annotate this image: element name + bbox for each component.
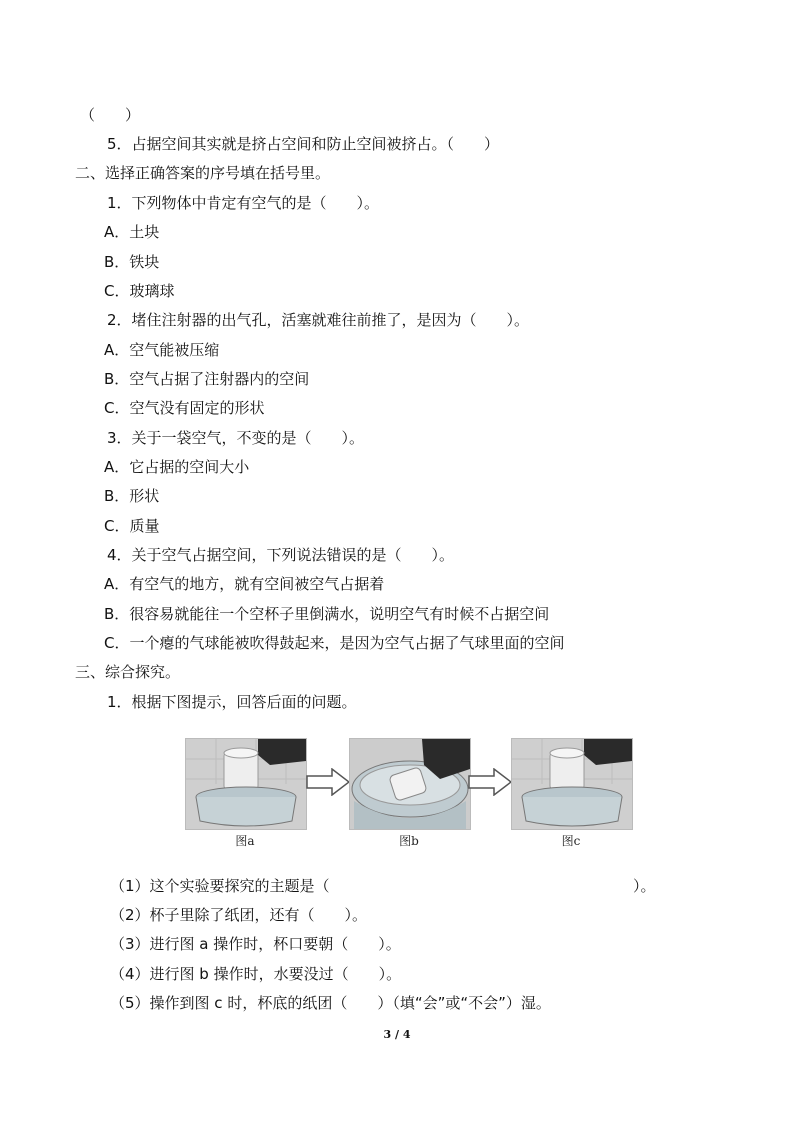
mc-question-2: 2．堵住注射器的出气孔，活塞就难往前推了，是因为（ ）。 — [107, 311, 530, 329]
mc-q2-option-b: B．空气占据了注射器内的空间 — [104, 370, 310, 388]
mc-q1-option-b: B．铁块 — [104, 253, 160, 271]
exploration-question-1: 1．根据下图提示，回答后面的问题。 — [107, 693, 357, 711]
experiment-figure-row — [185, 738, 635, 853]
figure-c-photo — [511, 738, 633, 830]
sub-question-1: （1）这个实验要探究的主题是（ — [110, 877, 330, 895]
figure-a-photo — [185, 738, 307, 830]
mc-question-4: 4．关于空气占据空间，下列说法错误的是（ ）。 — [107, 546, 455, 564]
figure-b-photo — [349, 738, 471, 830]
sub-question-4: （4）进行图 b 操作时，水要没过（ ）。 — [110, 965, 402, 983]
right-arrow-icon — [306, 768, 350, 796]
mc-question-1: 1．下列物体中肯定有空气的是（ ）。 — [107, 194, 380, 212]
mc-q4-option-b: B．很容易就能往一个空杯子里倒满水，说明空气有时候不占据空间 — [104, 605, 550, 623]
answer-bracket-line: （ ） — [80, 106, 141, 124]
mc-question-3: 3．关于一袋空气，不变的是（ ）。 — [107, 429, 365, 447]
figure-a-caption: 图a — [235, 834, 255, 848]
mc-q3-option-b: B．形状 — [104, 487, 160, 505]
figure-b-caption: 图b — [399, 834, 419, 848]
sub-question-1-close: ）。 — [633, 877, 656, 895]
mc-q4-option-a: A．有空气的地方，就有空间被空气占据着 — [104, 575, 385, 593]
sub-question-2: （2）杯子里除了纸团，还有（ ）。 — [110, 906, 368, 924]
figure-c-caption: 图c — [561, 834, 581, 848]
mc-q1-option-c: C．玻璃球 — [104, 282, 175, 300]
mc-q4-option-c: C．一个瘪的气球能被吹得鼓起来，是因为空气占据了气球里面的空间 — [104, 634, 565, 652]
section-3-heading: 三、综合探究。 — [75, 663, 181, 681]
mc-q3-option-a: A．它占据的空间大小 — [104, 458, 250, 476]
right-arrow-icon — [468, 768, 512, 796]
mc-q2-option-a: A．空气能被压缩 — [104, 341, 220, 359]
section-2-heading: 二、选择正确答案的序号填在括号里。 — [75, 164, 331, 182]
mc-q3-option-c: C．质量 — [104, 517, 160, 535]
question-5: 5．占据空间其实就是挤占空间和防止空间被挤占。（ ） — [107, 135, 500, 153]
sub-question-3: （3）进行图 a 操作时，杯口要朝（ ）。 — [110, 935, 401, 953]
mc-q2-option-c: C．空气没有固定的形状 — [104, 399, 265, 417]
sub-question-5: （5）操作到图 c 时，杯底的纸团（ ）（填“会”或“不会”）湿。 — [110, 994, 551, 1012]
mc-q1-option-a: A．土块 — [104, 223, 160, 241]
page-number: 3 / 4 — [383, 1028, 411, 1041]
